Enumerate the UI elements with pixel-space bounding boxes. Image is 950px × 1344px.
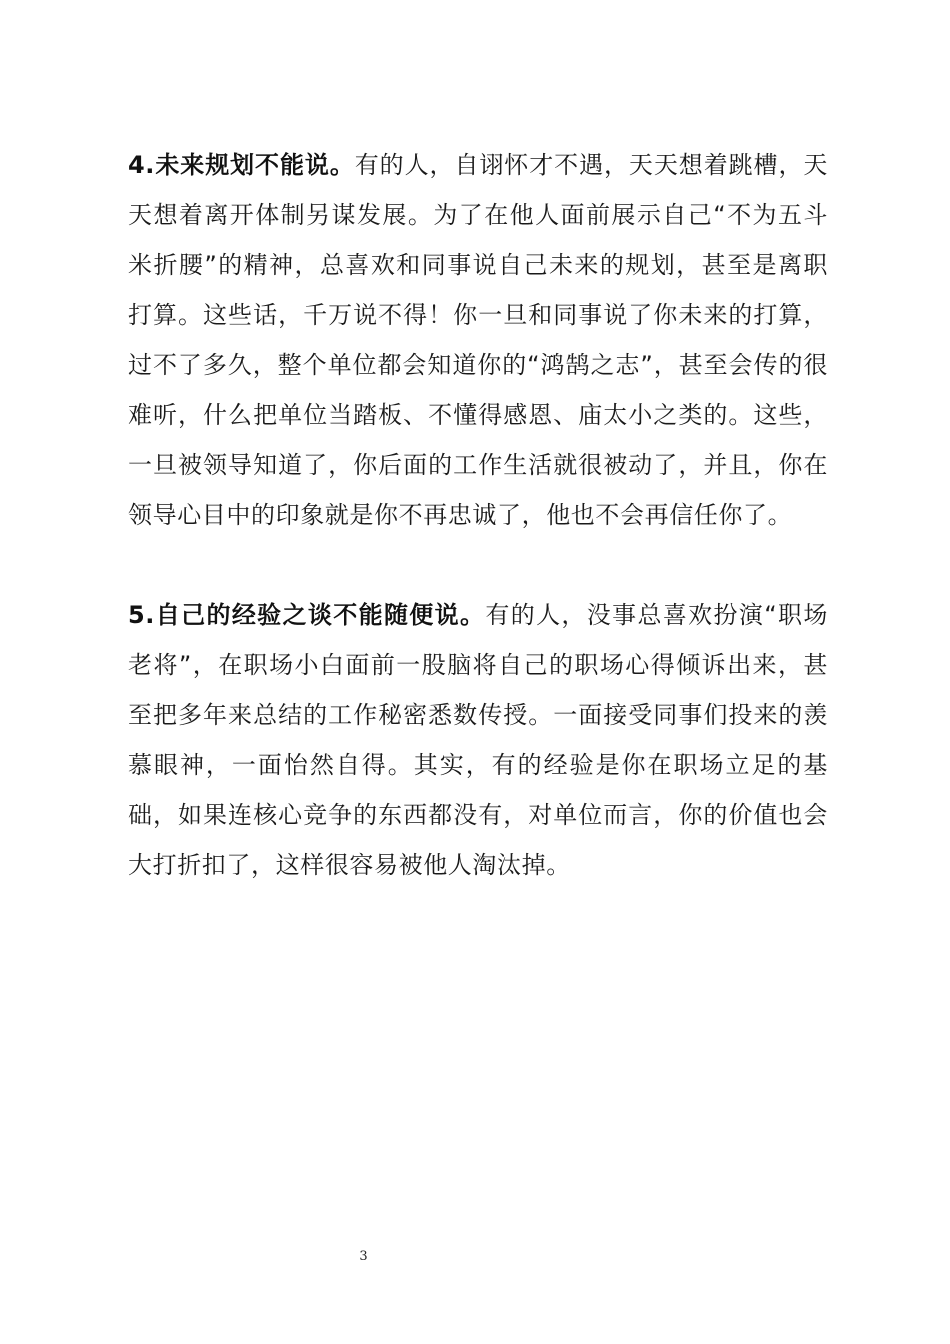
paragraph-heading: 4.未来规划不能说。 bbox=[128, 151, 355, 179]
paragraph-experience bbox=[128, 590, 828, 890]
paragraph-future-plans bbox=[128, 140, 828, 540]
document-body bbox=[128, 140, 828, 890]
paragraph-body: 有的人，自诩怀才不遇，天天想着跳槽，天天想着离开体制另谋发展。为了在他人面前展示自己“不为五斗米折腰”的精神，总喜欢和同事说自己未来的规划，甚至是离职打算。这些话，千万说不得！你一旦和同事说了你未来的打算，过不了多久，整个单位都会知道你的“鸿鹄之志”，甚至会传的很难听，什么把单位当踏板、不懂得感恩、庙太小之类的。这些，一旦被领导知道了，你后面的工作生活就很被动了，并且，你在领导心目中的印象就是你不再忠诚了，他也不会再信任你了。 bbox=[128, 151, 828, 529]
paragraph-heading: 5.自己的经验之谈不能随便说。 bbox=[128, 601, 486, 629]
paragraph-body: 有的人，没事总喜欢扮演“职场老将”，在职场小白面前一股脑将自己的职场心得倾诉出来，甚至把多年来总结的工作秘密悉数传授。一面接受同事们投来的羡慕眼神，一面怡然自得。其实，有的经验是你在职场立足的基础，如果连核心竞争的东西都没有，对单位而言，你的价值也会大打折扣了，这样很容易被他人淘汰掉。 bbox=[128, 601, 828, 879]
page-number: 3 bbox=[359, 1249, 368, 1264]
